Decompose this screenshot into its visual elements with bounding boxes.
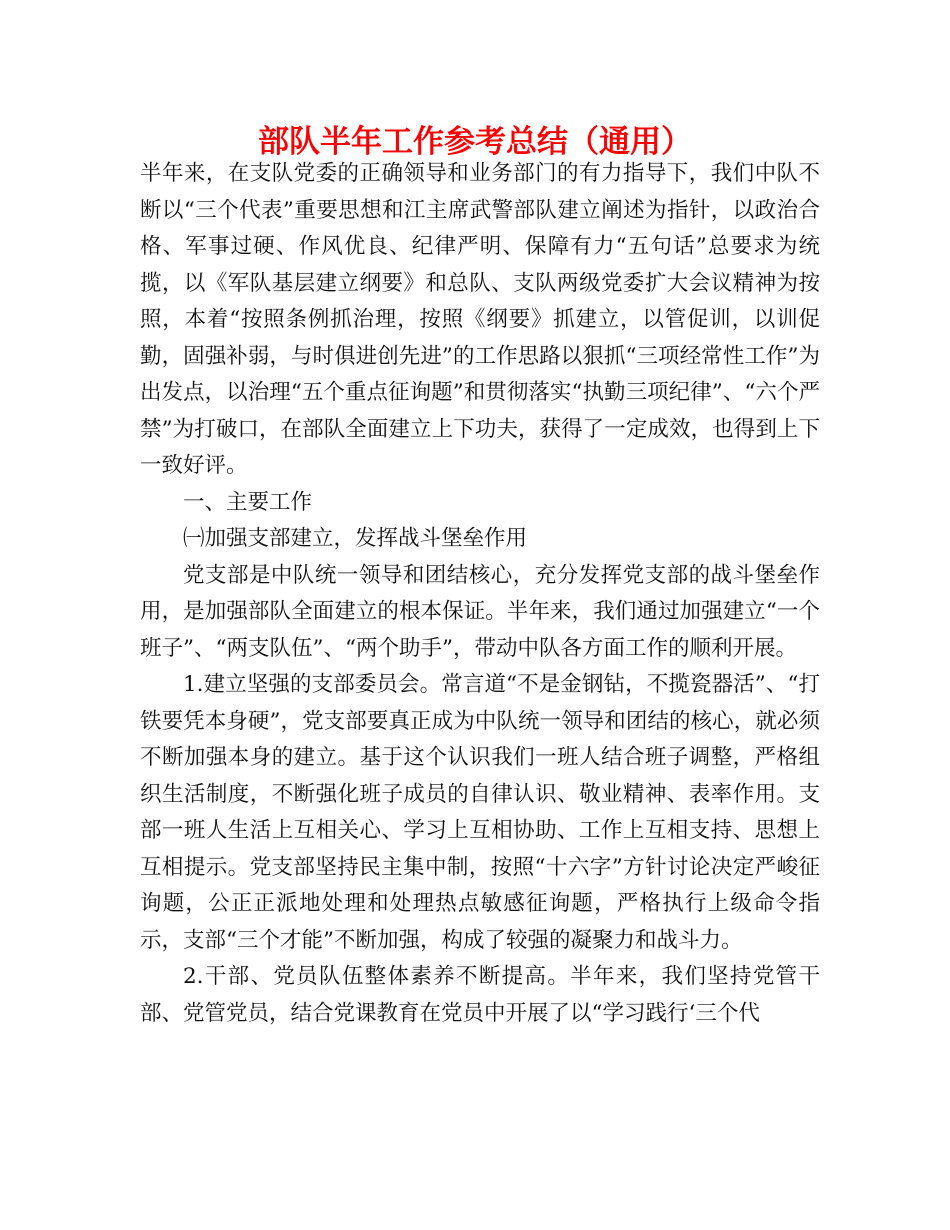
body-paragraph: 2.干部、党员队伍整体素养不断提高。半年来，我们坚持党管干部、党管党员，结合党课教育在党员中开展了以“学习践行‘三个代 bbox=[140, 964, 820, 1026]
subsection-heading: ㈠加强支部建立，发挥战斗堡垒作用 bbox=[183, 526, 528, 551]
document-title: 部队半年工作参考总结（通用） bbox=[258, 124, 692, 160]
section-heading: 一、主要工作 bbox=[183, 489, 313, 515]
intro-paragraph: 半年来，在支队党委的正确领导和业务部门的有力指导下，我们中队不断以“三个代表”重要思想和江主席武警部队建立阐述为指针，以政治合格、军事过硬、作风优良、纪律严明、保障有力“五句话”总要求为统揽，以《军队基层建立纲要》和总队、支队两级党委扩大会议精神为按照，本着“按照条例抓治理，按照《纲要》抓建立，以管促训，以训促勤，固强补弱，与时俱进创先进”的工作思路以狠抓“三项经常性工作”为出发点，以治理“五个重点征询题”和贯彻落实“执勤三项纪律”、“六个严禁”为打破口，在部队全面建立上下功夫，获得了一定成效，也得到上下一致好评。 bbox=[140, 161, 820, 478]
body-paragraph: 党支部是中队统一领导和团结核心，充分发挥党支部的战斗堡垒作用，是加强部队全面建立的根本保证。半年来，我们通过加强建立“一个班子”、“两支队伍”、“两个助手”，带动中队各方面工作的顺利开展。 bbox=[140, 562, 820, 661]
body-paragraph: 1.建立坚强的支部委员会。常言道“不是金钢钻，不揽瓷器活”、“打铁要凭本身硬”，党支部要真正成为中队统一领导和团结的核心，就必须不断加强本身的建立。基于这个认识我们一班人结合班子调整，严格组织生活制度，不断强化班子成员的自律认识、敬业精神、表率作用。支部一班人生活上互相关心、学习上互相协助、工作上互相支持、思想上互相提示。党支部坚持民主集中制，按照“十六字”方针讨论决定严峻征询题，公正正派地处理和处理热点敏感征询题，严格执行上级命令指示，支部“三个才能”不断加强，构成了较强的凝聚力和战斗力。 bbox=[140, 672, 820, 953]
document-body bbox=[140, 156, 820, 1032]
